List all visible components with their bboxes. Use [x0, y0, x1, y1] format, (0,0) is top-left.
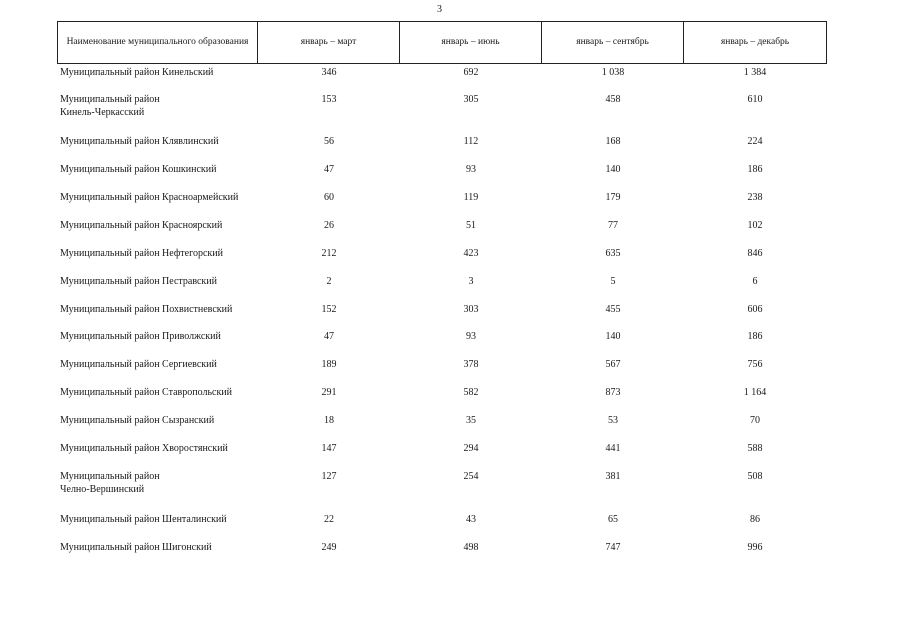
value-jan-mar: 26 [324, 220, 334, 231]
page-number: 3 [437, 4, 442, 15]
municipality-name: Муниципальный район Приволжский [60, 331, 221, 342]
municipality-name: Муниципальный район Кинельский [60, 67, 214, 78]
value-jan-mar: 18 [324, 415, 334, 426]
value-jan-sep: 65 [608, 514, 618, 525]
value-jan-mar: 127 [321, 471, 337, 482]
header-jan-sep: январь – сентябрь [542, 22, 684, 64]
value-jan-sep: 747 [605, 542, 621, 553]
value-jan-sep: 168 [605, 136, 621, 147]
header-municipality: Наименование муниципального образования [58, 22, 258, 64]
table-row [0, 275, 905, 301]
value-jan-dec: 6 [752, 276, 758, 287]
value-jan-mar: 291 [321, 387, 337, 398]
municipality-name: Муниципальный район Сызранский [60, 415, 215, 426]
value-jan-jun: 692 [463, 67, 479, 78]
value-jan-mar: 346 [321, 67, 337, 78]
value-jan-jun: 93 [466, 331, 476, 342]
header-jan-mar: январь – март [258, 22, 400, 64]
municipality-name: Муниципальный район Красноармейский [60, 192, 239, 203]
value-jan-jun: 35 [466, 415, 476, 426]
value-jan-dec: 224 [747, 136, 763, 147]
value-jan-sep: 140 [605, 331, 621, 342]
municipality-name: Муниципальный район Шенталинский [60, 514, 227, 525]
value-jan-jun: 112 [463, 136, 479, 147]
municipality-name: Муниципальный район Похвистневский [60, 304, 233, 315]
value-jan-jun: 378 [463, 359, 479, 370]
value-jan-mar: 47 [324, 331, 334, 342]
value-jan-jun: 3 [468, 276, 474, 287]
value-jan-jun: 51 [466, 220, 476, 231]
table-row [0, 442, 905, 468]
value-jan-dec: 86 [750, 514, 760, 525]
value-jan-sep: 381 [605, 471, 621, 482]
value-jan-dec: 186 [747, 331, 763, 342]
value-jan-dec: 846 [747, 248, 763, 259]
municipality-name: Муниципальный район Хворостянский [60, 443, 228, 454]
value-jan-dec: 508 [747, 471, 763, 482]
table-row [0, 414, 905, 440]
value-jan-sep: 873 [605, 387, 621, 398]
table-row [0, 330, 905, 356]
value-jan-sep: 53 [608, 415, 618, 426]
header-jan-dec: январь – декабрь [684, 22, 827, 64]
value-jan-mar: 152 [321, 304, 337, 315]
table-row [0, 386, 905, 412]
municipality-name: Муниципальный район Клявлинский [60, 136, 219, 147]
table-row [0, 66, 905, 92]
table-row [0, 135, 905, 161]
municipality-name: Муниципальный район Ставропольский [60, 387, 233, 398]
table-row [0, 191, 905, 217]
value-jan-jun: 305 [463, 94, 479, 105]
municipality-name: Муниципальный район Сергиевский [60, 359, 217, 370]
value-jan-sep: 458 [605, 94, 621, 105]
value-jan-sep: 441 [605, 443, 621, 454]
value-jan-mar: 189 [321, 359, 337, 370]
header-jan-jun: январь – июнь [400, 22, 542, 64]
municipality-name: Муниципальный район Челно-Вершинский [60, 471, 160, 495]
value-jan-sep: 140 [605, 164, 621, 175]
value-jan-dec: 996 [747, 542, 763, 553]
value-jan-sep: 567 [605, 359, 621, 370]
value-jan-jun: 294 [463, 443, 479, 454]
table-row [0, 93, 905, 119]
value-jan-dec: 70 [750, 415, 760, 426]
value-jan-mar: 47 [324, 164, 334, 175]
table-row [0, 163, 905, 189]
table-row [0, 470, 905, 496]
table-row [0, 513, 905, 539]
value-jan-dec: 606 [747, 304, 763, 315]
value-jan-jun: 254 [463, 471, 479, 482]
municipality-name: Муниципальный район Кинель-Черкасский [60, 94, 160, 118]
municipality-name: Муниципальный район Нефтегорский [60, 248, 223, 259]
municipality-name: Муниципальный район Красноярский [60, 220, 223, 231]
value-jan-dec: 756 [747, 359, 763, 370]
value-jan-jun: 43 [466, 514, 476, 525]
value-jan-dec: 186 [747, 164, 763, 175]
value-jan-jun: 119 [463, 192, 479, 203]
value-jan-jun: 93 [466, 164, 476, 175]
value-jan-mar: 22 [324, 514, 334, 525]
value-jan-dec: 1 384 [743, 67, 767, 78]
table-row [0, 541, 905, 567]
value-jan-dec: 102 [747, 220, 763, 231]
value-jan-sep: 179 [605, 192, 621, 203]
municipality-name: Муниципальный район Пестравский [60, 276, 217, 287]
table-row [0, 247, 905, 273]
value-jan-mar: 249 [321, 542, 337, 553]
value-jan-mar: 60 [324, 192, 334, 203]
table-row [0, 219, 905, 245]
value-jan-dec: 238 [747, 192, 763, 203]
value-jan-dec: 1 164 [743, 387, 767, 398]
value-jan-jun: 423 [463, 248, 479, 259]
value-jan-mar: 212 [321, 248, 337, 259]
value-jan-mar: 153 [321, 94, 337, 105]
value-jan-jun: 582 [463, 387, 479, 398]
value-jan-dec: 588 [747, 443, 763, 454]
value-jan-sep: 635 [605, 248, 621, 259]
value-jan-jun: 303 [463, 304, 479, 315]
table-row [0, 358, 905, 384]
value-jan-sep: 1 038 [601, 67, 625, 78]
value-jan-sep: 77 [608, 220, 618, 231]
table-row [0, 303, 905, 329]
value-jan-mar: 2 [326, 276, 332, 287]
municipality-name: Муниципальный район Кошкинский [60, 164, 217, 175]
value-jan-dec: 610 [747, 94, 763, 105]
value-jan-jun: 498 [463, 542, 479, 553]
value-jan-mar: 147 [321, 443, 337, 454]
municipality-name: Муниципальный район Шигонский [60, 542, 212, 553]
value-jan-sep: 455 [605, 304, 621, 315]
value-jan-sep: 5 [610, 276, 616, 287]
value-jan-mar: 56 [324, 136, 334, 147]
